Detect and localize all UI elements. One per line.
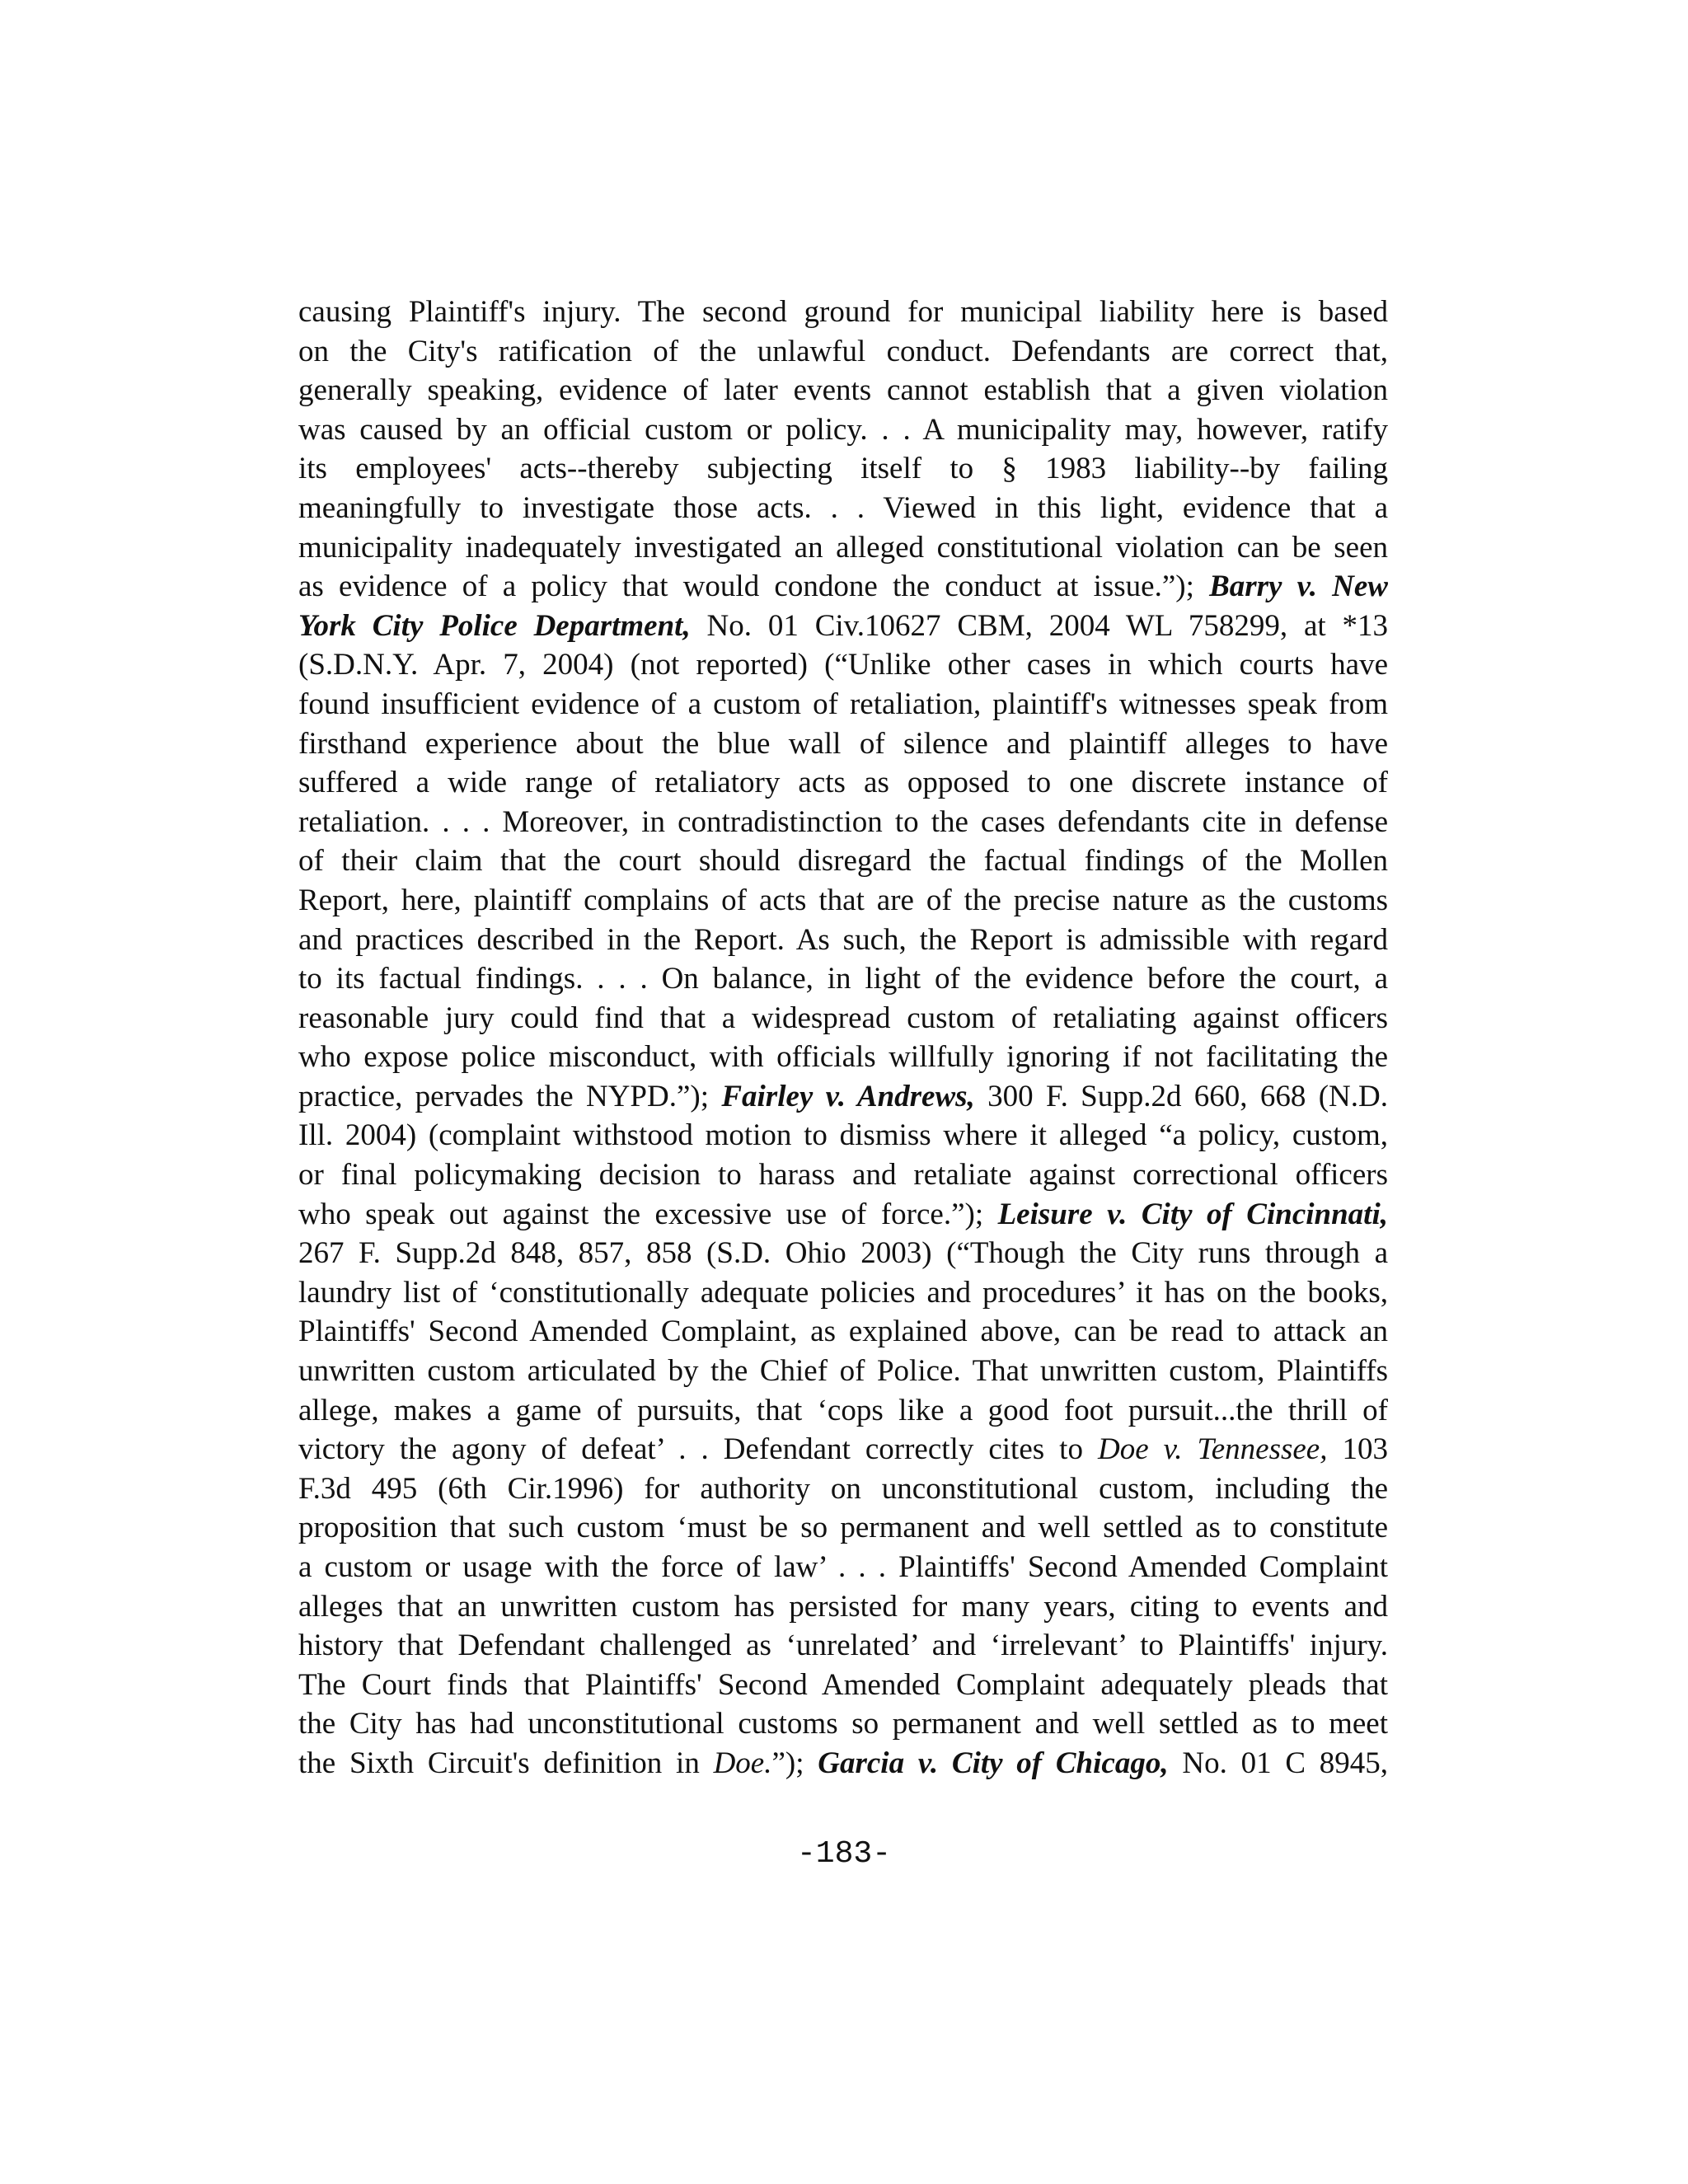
- text-line: [298, 1587, 1388, 1627]
- case-citation: Leisure v. City of Cincinnati,: [997, 1197, 1388, 1231]
- text-run: the Sixth Circuit's definition in: [298, 1746, 714, 1780]
- text-run: practice, pervades the NYPD.”);: [298, 1079, 722, 1113]
- body-text: [298, 293, 1388, 1783]
- case-citation: Garcia v. City of Chicago,: [818, 1746, 1169, 1780]
- text-run: to its factual findings. . . . On balance, in light of the evidence before the court, a: [298, 962, 1388, 996]
- text-run: laundry list of ‘constitutionally adequate policies and procedures’ it has on the books,: [298, 1275, 1388, 1310]
- text-run: reasonable jury could find that a widespread custom of retaliating against officers: [298, 1001, 1388, 1035]
- text-run: 103: [1327, 1432, 1388, 1467]
- text-run: causing Plaintiff's injury. The second ground for municipal liability here is based: [298, 295, 1388, 329]
- text-run: No. 01 C 8945,: [1168, 1746, 1389, 1780]
- text-line: [298, 921, 1388, 960]
- text-line: [298, 449, 1388, 489]
- text-run: proposition that such custom ‘must be so permanent and well settled as to constitute: [298, 1511, 1388, 1545]
- case-citation: Barry v. New: [1209, 569, 1388, 604]
- text-run: The Court finds that Plaintiffs' Second Amended Complaint adequately pleads that: [298, 1667, 1388, 1702]
- text-run: was caused by an official custom or policy. . . A municipality may, however, ratify: [298, 412, 1388, 447]
- text-run: generally speaking, evidence of later events cannot establish that a given violation: [298, 373, 1388, 408]
- text-line: [298, 1116, 1388, 1155]
- text-run: retaliation. . . . Moreover, in contradistinction to the cases defendants cite in defense: [298, 804, 1388, 839]
- text-line: [298, 959, 1388, 999]
- text-line: [298, 1626, 1388, 1666]
- italic-citation: Doe.: [713, 1746, 772, 1780]
- text-line: [298, 528, 1388, 568]
- text-run: its employees' acts--thereby subjecting itself to § 1983 liability--by failing: [298, 452, 1388, 486]
- text-line: [298, 1744, 1388, 1783]
- text-line: [298, 1234, 1388, 1273]
- page-number: -183-: [796, 1836, 892, 1872]
- text-run: allege, makes a game of pursuits, that ‘cops like a good foot pursuit...the thrill of: [298, 1393, 1388, 1427]
- text-line: [298, 1430, 1388, 1469]
- text-run: suffered a wide range of retaliatory acts as opposed to one discrete instance of: [298, 766, 1388, 800]
- text-run: or final policymaking decision to harass and retaliate against correctional officers: [298, 1158, 1388, 1193]
- text-line: [298, 685, 1388, 724]
- text-line: [298, 999, 1388, 1038]
- text-run: unwritten custom articulated by the Chief of Police. That unwritten custom, Plaintiffs: [298, 1354, 1388, 1389]
- text-run: history that Defendant challenged as ‘unrelated’ and ‘irrelevant’ to Plaintiffs' injury.: [298, 1629, 1388, 1663]
- text-line: [298, 332, 1388, 372]
- text-line: [298, 645, 1388, 685]
- text-line: [298, 1273, 1388, 1313]
- text-line: [298, 567, 1388, 607]
- text-run: of their claim that the court should disregard the factual findings of the Mollen: [298, 844, 1388, 879]
- text-run: who expose police misconduct, with officials willfully ignoring if not facilitating the: [298, 1040, 1388, 1075]
- text-run: meaningfully to investigate those acts. . . Viewed in this light, evidence that a: [298, 490, 1388, 525]
- text-line: [298, 1508, 1388, 1548]
- text-run: who speak out against the excessive use of force.”);: [298, 1197, 998, 1231]
- text-run: victory the agony of defeat’ . . Defendant correctly cites to: [298, 1432, 1098, 1467]
- italic-citation: Doe v. Tennessee,: [1097, 1432, 1328, 1467]
- text-line: [298, 763, 1388, 803]
- case-citation: York City Police Department,: [298, 608, 691, 643]
- text-run: a custom or usage with the force of law’ . . . Plaintiffs' Second Amended Complaint: [298, 1550, 1388, 1584]
- text-line: [298, 1666, 1388, 1705]
- text-run: firsthand experience about the blue wall of silence and plaintiff alleges to have: [298, 726, 1388, 761]
- case-citation: Fairley v. Andrews,: [721, 1079, 975, 1113]
- text-run: municipality inadequately investigated an alleged constitutional violation can be seen: [298, 530, 1388, 565]
- text-line: [298, 1038, 1388, 1077]
- text-run: alleges that an unwritten custom has persisted for many years, citing to events and: [298, 1589, 1388, 1624]
- text-line: [298, 1548, 1388, 1587]
- text-line: [298, 841, 1388, 881]
- text-run: F.3d 495 (6th Cir.1996) for authority on unconstitutional custom, including the: [298, 1471, 1388, 1506]
- text-line: [298, 1352, 1388, 1391]
- text-run: found insufficient evidence of a custom of retaliation, plaintiff's witnesses speak from: [298, 687, 1388, 721]
- text-run: 300 F. Supp.2d 660, 668 (N.D.: [974, 1079, 1388, 1113]
- text-line: [298, 410, 1388, 450]
- text-line: [298, 489, 1388, 528]
- text-line: [298, 607, 1388, 646]
- text-run: Plaintiffs' Second Amended Complaint, as explained above, can be read to attack an: [298, 1315, 1388, 1349]
- text-run: Ill. 2004) (complaint withstood motion to dismiss where it alleged “a policy, custom,: [298, 1118, 1388, 1153]
- text-run: as evidence of a policy that would condone the conduct at issue.”);: [298, 569, 1210, 604]
- text-run: 267 F. Supp.2d 848, 857, 858 (S.D. Ohio 2003) (“Though the City runs through a: [298, 1236, 1388, 1271]
- text-run: on the City's ratification of the unlawful conduct. Defendants are correct that,: [298, 334, 1388, 368]
- text-run: and practices described in the Report. As such, the Report is admissible with regard: [298, 922, 1388, 957]
- text-line: [298, 1391, 1388, 1431]
- text-line: [298, 724, 1388, 764]
- text-run: ”);: [771, 1746, 818, 1780]
- text-run: No. 01 Civ.10627 CBM, 2004 WL 758299, at *13: [690, 608, 1388, 643]
- text-run: the City has had unconstitutional customs so permanent and well settled as to meet: [298, 1707, 1388, 1741]
- text-line: [298, 371, 1388, 410]
- text-line: [298, 1704, 1388, 1744]
- text-run: (S.D.N.Y. Apr. 7, 2004) (not reported) (“Unlike other cases in which courts have: [298, 648, 1388, 682]
- text-line: [298, 1312, 1388, 1352]
- text-line: [298, 1155, 1388, 1195]
- text-line: [298, 881, 1388, 921]
- text-line: [298, 1077, 1388, 1117]
- text-line: [298, 1195, 1388, 1235]
- text-run: Report, here, plaintiff complains of acts that are of the precise nature as the customs: [298, 883, 1388, 917]
- text-line: [298, 1469, 1388, 1509]
- text-line: [298, 803, 1388, 842]
- text-line: [298, 293, 1388, 332]
